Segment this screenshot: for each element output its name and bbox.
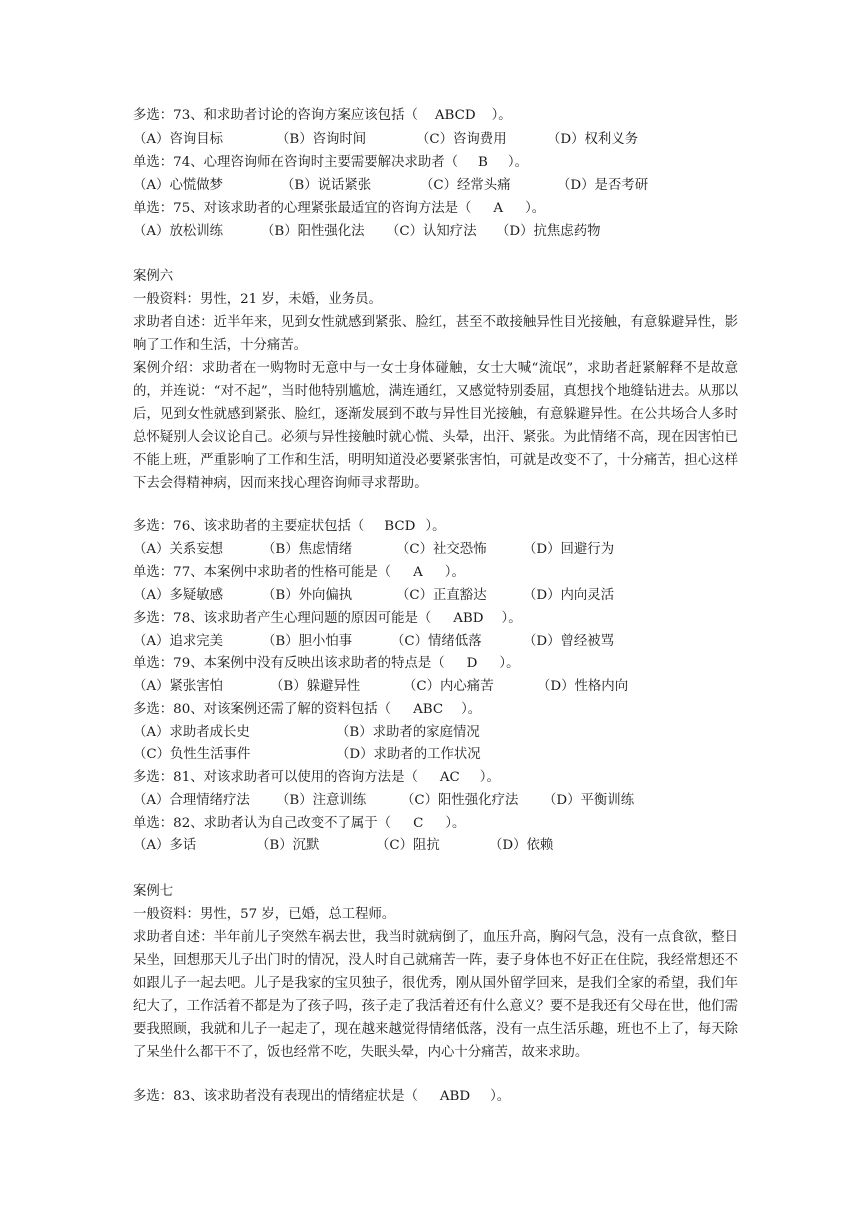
question-stem: 单选：75、对该求助者的心理紧张最适宜的咨询方法是（ [133,201,472,216]
case-7-title: 案例七 [133,884,174,899]
option-a: （A）追求完美 [133,634,224,649]
answer: ABCD [434,108,476,123]
option-b: （B）咨询时间 [276,132,367,147]
question-79: 单选：79、本案例中没有反映出该求助者的特点是（ D ）。 [133,656,520,671]
question-stem: 单选：77、本案例中求助者的性格可能是（ [133,565,392,580]
option-a: （A）合理情绪疗法 [133,793,250,808]
case-6-title: 案例六 [133,269,174,284]
option-d: （D）是否考研 [557,178,649,193]
option-b: （B）沉默 [256,838,320,853]
case-7-general-info: 一般资料：男性，57 岁，已婚，总工程师。 [133,907,396,922]
option-a: （A）多话 [133,838,197,853]
option-a: （A）求助者成长史 [133,725,250,740]
option-a: （A）关系妄想 [133,542,224,557]
option-c: （C）情绪低落 [391,634,482,649]
question-stem: 单选：79、本案例中没有反映出该求助者的特点是（ [133,656,445,671]
question-82: 单选：82、求助者认为自己改变不了属于（ C ）。 [133,816,466,831]
question-stem: 单选：74、心理咨询师在咨询时主要需要解决求助者（ [133,155,459,170]
option-d: （D）求助者的工作状况 [336,747,481,762]
option-b: （B）焦虑情绪 [262,542,353,557]
answer: D [466,656,478,671]
answer: AC [439,770,460,785]
case-6-general-info: 一般资料：男性，21 岁，未婚，业务员。 [133,292,382,307]
answer: A [413,565,423,580]
option-c: （C）经常头痛 [420,178,511,193]
option-b: （B）说话紧张 [281,178,372,193]
case-6-introduction: 案例介绍：求助者在一购物时无意中与一女士身体碰触，女士大喊“流氓”，求助者赶紧解释不是故意的，并连说：“对不起”，当时他特别尴尬，满连通红，又感觉特别委屈，真想找个地缝钻进去。从那以后，见到女性就感到紧张、脸红，逐渐发展到不敢与异性目光接触，有意躲避异性。在公共场合人多时总怀疑别人会议论自己。必须与异性接触时就心慌、头晕，出汗、紧张。为此情绪不高，现在因害怕已不能上班，严重影响了工作和生活，明明知道没必要紧张害怕，可就是改变不了，十分痛苦，担心这样下去会得精神病，因而来找心理咨询师寻求帮助。 [133,361,738,491]
option-c: （C）阻抗 [376,838,440,853]
option-c: （C）正直豁达 [396,588,487,603]
option-a: （A）心慌做梦 [133,178,224,193]
option-d: （D）回避行为 [523,542,615,557]
question-73: 多选：73、和求助者讨论的咨询方案应该包括（ ABCD ）。 [133,108,512,123]
option-a: （A）多疑敏感 [133,588,224,603]
answer: ABD [453,611,484,626]
option-b: （B）外向偏执 [262,588,353,603]
option-d: （D）内向灵活 [523,588,615,603]
option-d: （D）依赖 [489,838,554,853]
question-stem: 多选：81、对该求助者可以使用的咨询方法是（ [133,770,418,785]
question-77: 单选：77、本案例中求助者的性格可能是（ A ）。 [133,565,465,580]
option-a: （A）紧张害怕 [133,679,224,694]
question-75: 单选：75、对该求助者的心理紧张最适宜的咨询方法是（ A ）。 [133,201,546,216]
question-74: 单选：74、心理咨询师在咨询时主要需要解决求助者（ B ）。 [133,155,528,170]
option-b: （B）求助者的家庭情况 [336,725,480,740]
question-stem: 多选：73、和求助者讨论的咨询方案应该包括（ [133,108,418,123]
answer: BCD [384,519,416,534]
option-c: （C）内心痛苦 [403,679,494,694]
option-d: （D）权利义务 [547,132,639,147]
option-c: （C）负性生活事件 [133,747,251,762]
option-a: （A）放松训练 [133,224,224,239]
question-81: 多选：81、对该求助者可以使用的咨询方法是（ AC ）。 [133,770,500,785]
answer: ABC [413,702,444,717]
question-78: 多选：78、该求助者产生心理问题的原因可能是（ ABD ）。 [133,611,522,626]
option-a: （A）咨询目标 [133,132,224,147]
question-stem: 多选：83、该求助者没有表现出的情绪症状是（ [133,1089,418,1104]
case-7-self-report: 求助者自述：半年前儿子突然车祸去世，我当时就病倒了，血压升高，胸闷气急，没有一点食欲，整日呆坐，回想那天儿子出门时的情况，没人时自己就痛苦一阵，妻子身体也不好正在住院，我经常想还不如跟儿子一起去吧。儿子是我家的宝贝独子，很优秀，刚从国外留学回来，是我们全家的希望，我们年纪大了，工作活着不都是为了孩子吗，孩子走了我活着还有什么意义？要不是我还有父母在世，他们需要我照顾，我就和儿子一起走了，现在越来越觉得情绪低落，没有一点生活乐趣，班也不上了，每天除了呆坐什么都干不了，饭也经常不吃，失眠头晕，内心十分痛苦，故来求助。 [133,930,738,1060]
question-stem: 多选：80、对该案例还需了解的资料包括（ [133,702,392,717]
option-d: （D）性格内向 [537,679,629,694]
option-b: （B）胆小怕事 [262,634,353,649]
answer: ABD [439,1089,471,1104]
option-b: （B）躲避异性 [270,679,361,694]
question-stem: 多选：76、该求助者的主要症状包括（ [133,519,365,534]
option-d: （D）曾经被骂 [523,634,615,649]
question-stem: 单选：82、求助者认为自己改变不了属于（ [133,816,392,831]
answer: B [478,155,488,170]
answer: A [493,201,504,216]
question-80: 多选：80、对该案例还需了解的资料包括（ ABC ）。 [133,702,482,717]
answer: C [413,816,424,831]
option-c: （C）咨询费用 [416,132,507,147]
option-b: （B）阳性强化法 [261,224,365,239]
question-stem: 多选：78、该求助者产生心理问题的原因可能是（ [133,611,432,626]
case-6-self-report: 求助者自述：近半年来，见到女性就感到紧张、脸红，甚至不敢接触异性目光接触，有意躲避异性，影响了工作和生活，十分痛苦。 [133,315,738,353]
option-c: （C）认知疗法 [386,224,477,239]
question-83: 多选：83、该求助者没有表现出的情绪症状是（ ABD ）。 [133,1089,511,1104]
option-d: （D）平衡训练 [543,793,635,808]
option-c: （C）社交恐怖 [396,542,487,557]
option-c: （C）阳性强化疗法 [401,793,519,808]
option-d: （D）抗焦虑药物 [496,224,601,239]
option-b: （B）注意训练 [276,793,367,808]
question-76: 多选：76、该求助者的主要症状包括（ BCD ）。 [133,519,446,534]
